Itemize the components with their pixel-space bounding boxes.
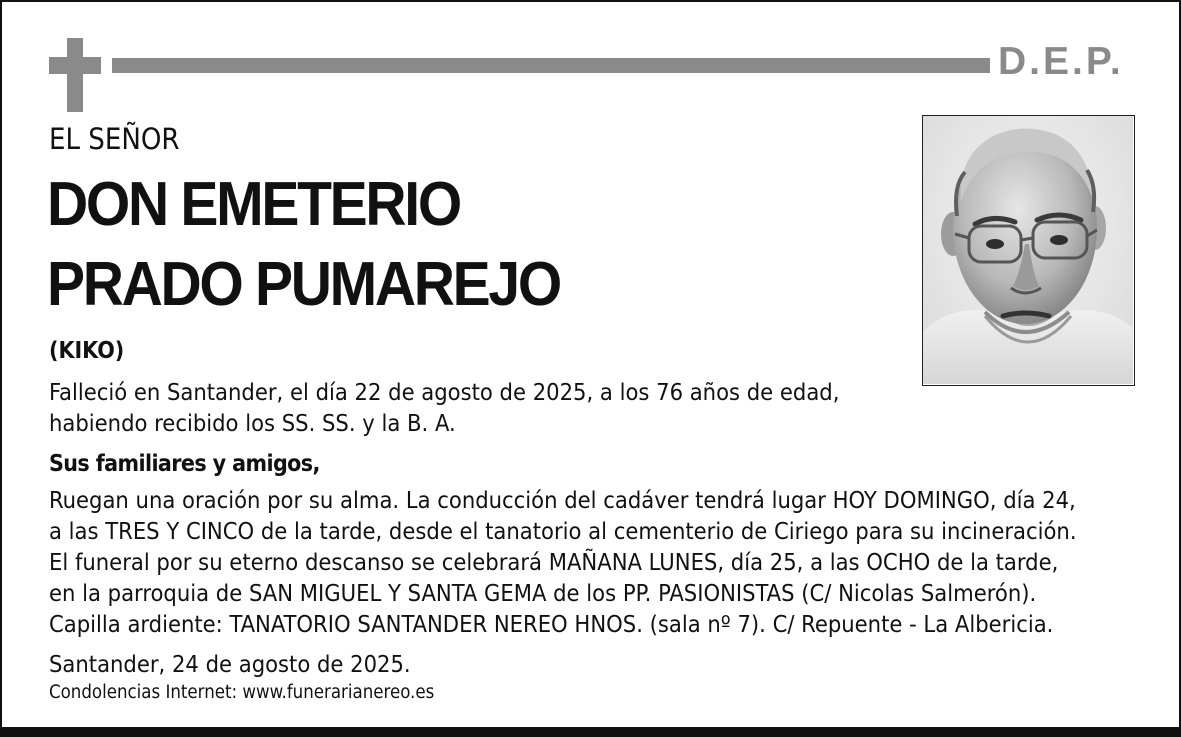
deceased-name-line-1: DON EMETERIO — [47, 170, 460, 239]
request-line-5: Capilla ardiente: TANATORIO SANTANDER NEREO HNOS. (sala nº 7). C/ Repuente - La Albericia. — [49, 610, 1054, 638]
condolences-line: Condolencias Internet: www.funerarianereo.es — [49, 682, 435, 703]
portrait-photo — [922, 115, 1135, 386]
request-line-3: El funeral por su eterno descanso se celebrará MAÑANA LUNES, día 25, a las OCHO de la tarde, — [49, 548, 1059, 576]
header-rule — [112, 58, 990, 73]
request-line-2: a las TRES Y CINCO de la tarde, desde el tanatorio al cementerio de Ciriego para su incineración. — [49, 517, 1077, 545]
honorific: EL SEÑOR — [49, 122, 180, 156]
dep-label: D.E.P. — [998, 40, 1124, 83]
request-line-4: en la parroquia de SAN MIGUEL Y SANTA GEMA de los PP. PASIONISTAS (C/ Nicolas Salmerón). — [49, 579, 1037, 607]
mourners-line: Sus familiares y amigos, — [49, 451, 320, 477]
deceased-name-line-2: PRADO PUMAREJO — [47, 250, 560, 319]
bottom-border — [0, 727, 1181, 737]
death-notice-line-1: Falleció en Santander, el día 22 de agosto de 2025, a los 76 años de edad, — [49, 378, 840, 406]
request-line-1: Ruegan una oración por su alma. La conducción del cadáver tendrá lugar HOY DOMINGO, día 24, — [49, 486, 1076, 514]
death-notice-line-2: habiendo recibido los SS. SS. y la B. A. — [49, 409, 456, 437]
place-date: Santander, 24 de agosto de 2025. — [49, 650, 411, 678]
nickname: (KIKO) — [49, 338, 125, 364]
latin-cross-icon — [49, 38, 101, 112]
